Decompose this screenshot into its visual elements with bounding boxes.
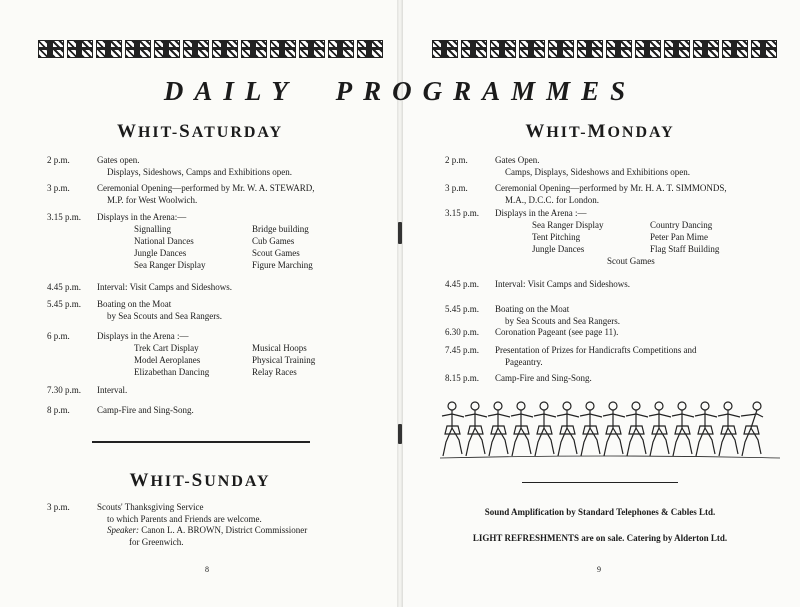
arena-display-item: Signalling [134,223,172,234]
refreshments-note: LIGHT REFRESHMENTS are on sale. Catering by Alderton Ltd. [472,533,728,543]
arena-display-item: Peter Pan Mime [650,231,708,242]
entry-line: Displays, Sideshows, Camps and Exhibitions open. [107,166,292,177]
arena-display-item: Musical Hoops [252,342,307,353]
flag-icon [270,40,296,58]
flag-icon [693,40,719,58]
entry-line: to which Parents and Friends are welcome. [107,513,262,524]
entry-time: 3.15 p.m. [445,208,480,218]
flag-icon [548,40,574,58]
arena-display-item: Relay Races [252,366,297,377]
flag-border-right [432,40,777,62]
entry-line: Displays in the Arena:— [97,212,187,222]
arena-display-item: Model Aeroplanes [134,354,201,365]
dancer-figure [442,402,464,456]
entry-time: 7.30 p.m. [47,385,82,395]
entry-line: M.P. for West Woolwich. [107,194,198,205]
flag-icon [299,40,325,58]
dancer-figure [488,402,510,456]
divider [522,482,678,483]
flag-icon [606,40,632,58]
flag-icon [154,40,180,58]
entry-line: by Sea Scouts and Sea Rangers. [505,315,620,326]
entry-time: 7.45 p.m. [445,345,480,355]
flag-icon [664,40,690,58]
page-number: 9 [597,565,601,574]
entry-line: Boating on the Moat [97,299,172,309]
staple [398,222,402,244]
entry-line: Pageantry. [505,356,543,367]
entry-line: Displays in the Arena :— [97,331,189,341]
dancer-figure [557,402,579,456]
entry-time: 3.15 p.m. [47,212,82,222]
arena-display-item: Scout Games [252,247,300,258]
flag-icon [212,40,238,58]
flag-icon [461,40,487,58]
flag-icon [67,40,93,58]
dancer-figure [603,402,625,456]
entry-line: Coronation Pageant (see page 11). [495,327,619,337]
entry-line: Boating on the Moat [495,304,570,314]
entry-time: 4.45 p.m. [445,279,480,289]
entry-time: 6 p.m. [47,331,70,341]
page-title: DAILY PROGRAMMES [163,76,637,106]
flag-icon [38,40,64,58]
entry-time: 8 p.m. [47,405,70,415]
entry-line: Gates open. [97,155,140,165]
arena-display-item: Jungle Dances [134,247,187,258]
arena-display-item: Scout Games [607,255,655,266]
dancer-figure [626,402,648,456]
entry-line: M.A., D.C.C. for London. [505,194,599,205]
dancer-figure [741,402,763,456]
entry-time: 5.45 p.m. [47,299,82,309]
entry-line: Speaker: Canon L. A. BROWN, District Commissioner [107,525,308,535]
dancer-figure [695,402,717,456]
arena-display-item: Sea Ranger Display [134,259,206,270]
entry-line: Interval: Visit Camps and Sideshows. [97,282,233,292]
entry-time: 4.45 p.m. [47,282,82,292]
arena-display-item: Figure Marching [252,259,313,270]
entry-line: by Sea Scouts and Sea Rangers. [107,310,222,321]
dancer-figure [465,402,487,456]
page-number: 8 [205,565,209,574]
flag-icon [635,40,661,58]
flag-icon [357,40,383,58]
staple [398,424,402,444]
arena-display-item: Cub Games [252,235,295,246]
entry-line: Scouts' Thanksgiving Service [97,502,204,512]
entry-line: Camp-Fire and Sing-Song. [97,405,194,415]
dancer-figure [580,402,602,456]
flag-border-left [38,40,383,62]
entry-line: Camp-Fire and Sing-Song. [495,373,592,383]
flag-icon [328,40,354,58]
entry-time: 6.30 p.m. [445,327,480,337]
dancer-figure [511,402,533,456]
flag-icon [432,40,458,58]
entry-line: Displays in the Arena :— [495,208,587,218]
dancer-figure [672,402,694,456]
flag-icon [519,40,545,58]
entry-time: 2 p.m. [47,155,70,165]
arena-display-item: Sea Ranger Display [532,219,604,230]
entry-line: Camps, Displays, Sideshows and Exhibitions open. [505,166,690,177]
sound-credit: Sound Amplification by Standard Telephones & Cables Ltd. [484,507,716,517]
flag-icon [183,40,209,58]
entry-line: Ceremonial Opening—performed by Mr. W. A. STEWARD, [97,183,315,193]
flag-icon [490,40,516,58]
entry-time: 5.45 p.m. [445,304,480,314]
section-title-whit-monday: WHIT-MONDAY [525,121,675,142]
entry-line: for Greenwich. [129,536,184,547]
entry-line: Gates Open. [495,155,540,165]
flag-icon [722,40,748,58]
arena-display-item: National Dances [134,235,194,246]
dancer-figure [649,402,671,456]
arena-display-item: Bridge building [252,223,309,234]
entry-time: 2 p.m. [445,155,468,165]
flag-icon [577,40,603,58]
arena-display-item: Flag Staff Building [650,243,720,254]
divider [92,441,310,443]
arena-display-item: Trek Cart Display [134,342,199,353]
flag-icon [125,40,151,58]
entry-time: 3 p.m. [445,183,468,193]
arena-display-item: Jungle Dances [532,243,585,254]
entry-time: 3 p.m. [47,502,70,512]
arena-display-item: Physical Training [252,354,316,365]
arena-display-item: Country Dancing [650,219,713,230]
section-title-whit-sunday: WHIT-SUNDAY [129,470,271,491]
flag-icon [241,40,267,58]
entry-line: Interval: Visit Camps and Sideshows. [495,279,631,289]
entry-line: Interval. [97,385,128,395]
flag-icon [751,40,777,58]
flag-icon [96,40,122,58]
section-title-whit-saturday: WHIT-SATURDAY [116,121,284,142]
entry-time: 8.15 p.m. [445,373,480,383]
arena-display-item: Tent Pitching [532,231,581,242]
dancer-figure [718,402,740,456]
entry-time: 3 p.m. [47,183,70,193]
entry-line: Ceremonial Opening—performed by Mr. H. A. T. SIMMONDS, [495,183,727,193]
dancer-figure [534,402,556,456]
arena-display-item: Elizabethan Dancing [134,366,210,377]
entry-line: Presentation of Prizes for Handicrafts Competitions and [495,345,697,355]
dancers-illustration [440,398,780,460]
